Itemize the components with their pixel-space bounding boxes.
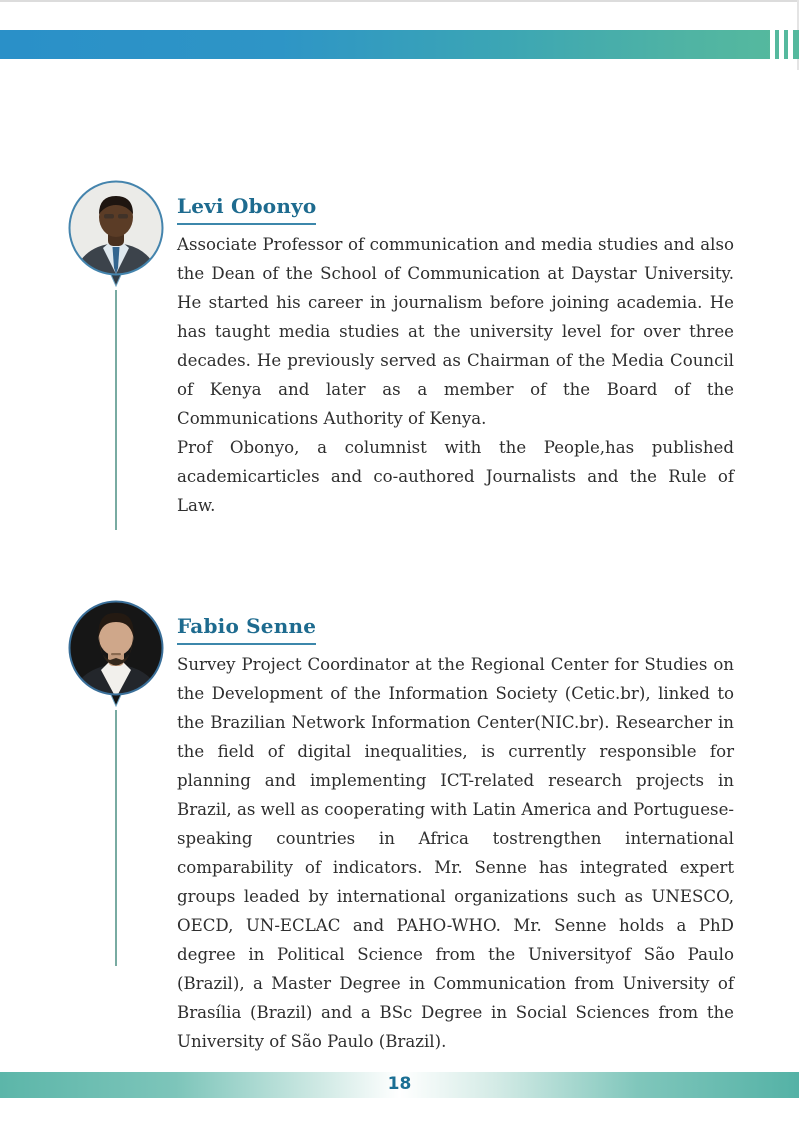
bio-name-heading [177,194,316,225]
timeline-connector-line [115,710,117,966]
bio-name-text: Levi Obonyo [177,194,316,225]
page-number: 18 [387,1074,412,1094]
bio-paragraph: Associate Professor of communication and media studies and also the Dean of the School of Communication at Daystar University. He started his career in journalism before joining academia. He has taught media studies at the university level for over three decades. He previously served as Chairman of the Media Council of Kenya and later as a member of the Board of the Communications Authority of Kenya. [177,235,734,428]
header-bar-stripe-gap [779,30,784,59]
header-bar-stripe-gap [770,30,775,59]
bio-description [177,230,734,520]
timeline-connector-line [115,290,117,530]
portrait-fabio-senne-image [65,598,167,712]
portrait-levi-obonyo-image [65,178,167,292]
header-gradient-bar [0,30,799,59]
header-bar-stripe-gap [788,30,793,59]
bio-name-text: Fabio Senne [177,614,316,645]
profile-photo-levi-obonyo [65,178,167,292]
profile-photo-fabio-senne [65,598,167,712]
bio-name-heading [177,614,316,645]
bio-description [177,650,734,1056]
bio-paragraph: Prof Obonyo, a columnist with the People,has published academicarticles and co-authored Journalists and the Rule of Law. [177,438,734,515]
page-scan-edge-top [0,0,799,2]
bio-paragraph: Survey Project Coordinator at the Regional Center for Studies on the Development of the Information Society (Cetic.br), linked to the Brazilian Network Information Center(NIC.br). Researcher in the field of digital inequalities, is currently responsible for planning and implementing ICT-related research projects in Brazil, as well as cooperating with Latin America and Portuguese-speaking countries in Africa tostrengthen international comparability of indicators. Mr. Senne has integrated expert groups leaded by international organizations such as UNESCO, OECD, UN-ECLAC and PAHO-WHO. Mr. Senne holds a PhD degree in Political Science from the Universityof São Paulo (Brazil), a Master Degree in Communication from University of Brasília (Brazil) and a BSc Degree in Social Sciences from the University of São Paulo (Brazil). [177,655,734,1051]
